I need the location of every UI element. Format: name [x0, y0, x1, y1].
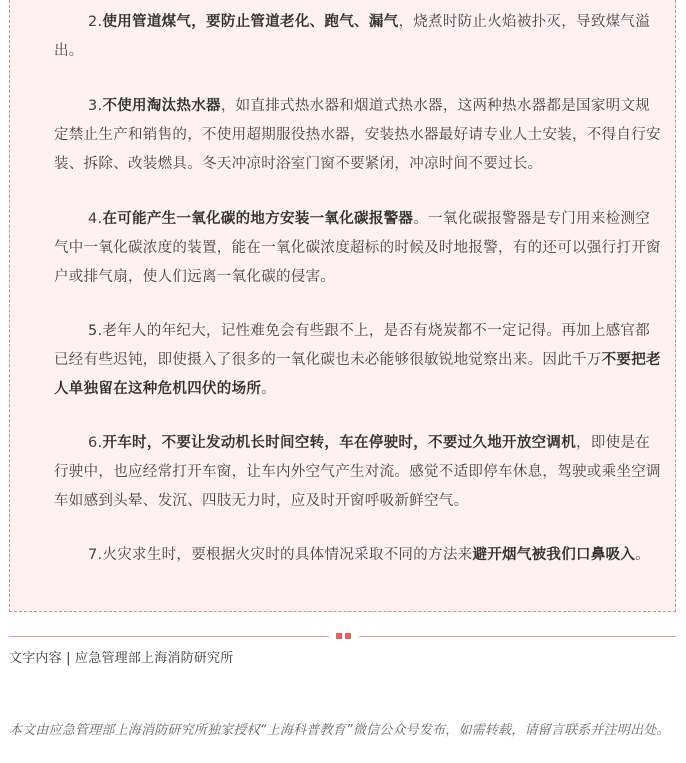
tip-text: 。 [635, 547, 651, 563]
tip-text: ，烧煮时防止火焰被扑灭，导致煤气溢出。 [54, 14, 651, 59]
tip-paragraph-4 [54, 205, 662, 292]
divider-square-icon [345, 633, 351, 639]
tip-text: ，如直排式热水器和烟道式热水器，这两种热水器都是国家明文规定禁止生产和销售的，不使用超期服役热水器，安装热水器最好请专业人士安装，不得自行安装、拆除、改装燃具。冬天冲凉时浴室门窗不要紧闭，冲凉时间不要过长。 [54, 98, 661, 172]
tip-text: 火灾求生时，要根据火灾时的具体情况采取不同的方法来 [102, 547, 473, 563]
tip-emphasis: 避开烟气被我们口鼻吸入 [472, 547, 636, 563]
authorization-notice: 本文由应急管理部上海消防研究所独家授权“上海科普教育”微信公众号发布，如需转载，请留言联系并注明出处。 [9, 723, 670, 738]
divider-line-left [9, 636, 329, 637]
tip-text: ，即使是在行驶中，也应经常打开车窗，让车内外空气产生对流。感觉不适即停车休息，驾驶或乘坐空调车如感到头晕、发沉、四肢无力时，应及时开窗呼吸新鲜空气。 [54, 435, 661, 509]
tip-emphasis: 不使用淘汰热水器 [102, 98, 221, 114]
section-divider [9, 633, 676, 641]
tip-emphasis: 开车时，不要让发动机长时间空转，车在停驶时，不要过久地开放空调机 [102, 435, 577, 451]
tip-number: 6. [88, 435, 103, 451]
tip-number: 2. [88, 14, 103, 30]
tip-text: 。一氧化碳报警器是专门用来检测空气中一氧化碳浓度的装置，能在一氧化碳浓度超标的时候及时地报警，有的还可以强行打开窗户或排气扇，使人们远离一氧化碳的侵害。 [54, 211, 661, 285]
tip-text: 老年人的年纪大，记性难免会有些跟不上，是否有烧炭都不一定记得。再加上感官都已经有些迟钝，即使摄入了很多的一氧化碳也未必能够很敏锐地觉察出来。因此千万 [54, 323, 651, 368]
tip-paragraph-6 [54, 429, 662, 516]
tip-number: 7. [88, 547, 103, 563]
tip-text: 。 [261, 381, 277, 397]
tip-number: 3. [88, 98, 103, 114]
tip-emphasis: 使用管道煤气，要防止管道老化、跑气、漏气 [102, 14, 399, 30]
tip-paragraph-2 [54, 8, 662, 66]
tip-emphasis: 在可能产生一氧化碳的地方安装一氧化碳报警器 [102, 211, 414, 227]
tip-paragraph-7 [54, 541, 662, 570]
tips-content-box [9, 0, 676, 612]
tip-number: 4. [88, 211, 103, 227]
tip-paragraph-5 [54, 317, 662, 404]
tip-paragraph-3 [54, 92, 662, 179]
tip-number: 5. [88, 323, 103, 339]
text-credit: 文字内容 | 应急管理部上海消防研究所 [9, 651, 234, 666]
divider-line-right [359, 636, 676, 637]
tip-emphasis: 不要把老人单独留在这种危机四伏的场所 [54, 352, 661, 397]
divider-square-icon [336, 633, 342, 639]
